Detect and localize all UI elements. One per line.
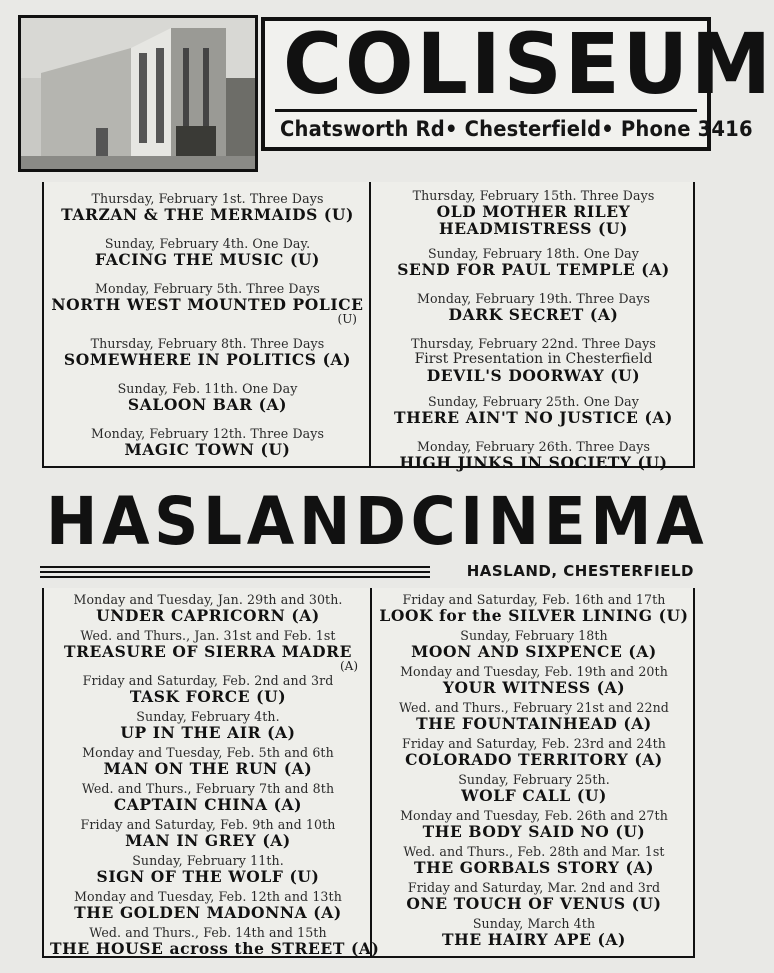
hasland-address: HASLAND, CHESTERFIELD	[466, 562, 694, 580]
film-title: LOOK for the SILVER LINING (U)	[379, 606, 689, 625]
coliseum-building-photo	[18, 15, 258, 172]
showing-dates: Monday, February 26th. Three Days	[416, 439, 651, 454]
coliseum-listings	[42, 182, 695, 472]
list-item	[50, 925, 380, 962]
film-title: TASK FORCE (U)	[129, 687, 287, 706]
showing-dates: Sunday, February 25th.	[458, 772, 610, 787]
showing-dates: Wed. and Thurs., February 7th and 8th	[81, 781, 335, 796]
film-title: THERE AIN'T NO JUSTICE (A)	[394, 408, 673, 427]
showing-dates: Sunday, February 25th. One Day	[427, 394, 640, 409]
showing-dates: Wed. and Thurs., February 21st and 22nd	[399, 700, 669, 715]
list-item	[50, 282, 365, 337]
showing-dates: Thursday, February 22nd. Three Days	[411, 336, 656, 351]
showing-dates: Friday and Saturday, Feb. 16th and 17th	[402, 592, 666, 607]
film-certificate: (U)	[337, 312, 357, 326]
list-item	[50, 427, 365, 472]
film-title: DEVIL'S DOORWAY (U)	[426, 366, 641, 385]
film-title: THE FOUNTAINHEAD (A)	[416, 714, 652, 733]
film-title: SOMEWHERE IN POLITICS (A)	[63, 350, 352, 369]
film-title: DARK SECRET (A)	[448, 305, 619, 324]
film-title: HIGH JINKS IN SOCIETY (U)	[399, 453, 668, 472]
showing-dates: Thursday, February 1st. Three Days	[91, 191, 324, 206]
list-item	[376, 593, 692, 629]
list-item	[50, 237, 365, 282]
list-item	[376, 701, 692, 737]
showing-dates: Monday, February 12th. Three Days	[90, 426, 325, 441]
film-title: THE BODY SAID NO (U)	[422, 822, 646, 841]
film-title: TREASURE OF SIERRA MADRE	[63, 642, 353, 661]
showing-dates: Friday and Saturday, Feb. 9th and 10th	[80, 817, 336, 832]
list-item	[376, 917, 692, 953]
film-title: SIGN OF THE WOLF (U)	[96, 867, 320, 886]
list-item	[376, 440, 691, 485]
coliseum-heading-panel	[261, 15, 774, 151]
showing-dates: Monday, February 19th. Three Days	[416, 291, 651, 306]
film-title: THE GORBALS STORY (A)	[413, 858, 654, 877]
list-item	[50, 782, 366, 818]
showing-dates: Friday and Saturday, Feb. 23rd and 24th	[402, 736, 666, 751]
hasland-left-column	[50, 592, 380, 962]
list-item	[376, 629, 692, 665]
showing-dates: Monday and Tuesday, Feb. 5th and 6th	[82, 745, 334, 760]
film-title: CAPTAIN CHINA (A)	[113, 795, 303, 814]
film-title: THE GOLDEN MADONNA (A)	[74, 903, 342, 922]
hasland-right-column	[376, 593, 692, 953]
coliseum-column-divider	[369, 182, 371, 466]
showing-dates: Wed. and Thurs., Feb. 28th and Mar. 1st	[403, 844, 665, 859]
showing-dates: Thursday, February 15th. Three Days	[412, 188, 655, 203]
film-title: OLD MOTHER RILEY	[436, 202, 631, 221]
presentation-note: First Presentation in Chesterfield	[414, 351, 653, 367]
film-title: MAN ON THE RUN (A)	[103, 759, 313, 778]
film-title: YOUR WITNESS (A)	[442, 678, 626, 697]
coliseum-left-column	[50, 192, 365, 472]
list-item	[50, 890, 366, 926]
list-item	[376, 337, 691, 395]
showing-dates: Sunday, February 4th. One Day.	[104, 236, 311, 251]
list-item	[50, 710, 366, 746]
film-title: NORTH WEST MOUNTED POLICE	[51, 295, 364, 314]
showing-dates: Sunday, Feb. 11th. One Day	[117, 381, 298, 396]
showing-dates: Thursday, February 8th. Three Days	[90, 336, 325, 351]
list-item	[50, 593, 366, 629]
film-title: MAGIC TOWN (U)	[124, 440, 291, 459]
showing-dates: Monday and Tuesday, Feb. 26th and 27th	[400, 808, 668, 823]
hasland-cinema-name: HASLANDCINEMA	[46, 483, 709, 560]
coliseum-name: COLISEUM	[283, 15, 774, 113]
list-item	[376, 737, 692, 773]
showing-dates: Friday and Saturday, Feb. 2nd and 3rd	[82, 673, 334, 688]
list-item	[50, 818, 366, 854]
film-title: MOON AND SIXPENCE (A)	[411, 642, 657, 661]
film-title: ONE TOUCH OF VENUS (U)	[406, 894, 662, 913]
list-item	[376, 395, 691, 440]
list-item	[50, 192, 365, 237]
showing-dates: Monday and Tuesday, Feb. 19th and 20th	[400, 664, 668, 679]
film-title: THE HAIRY APE (A)	[442, 930, 626, 949]
coliseum-address: Chatsworth Rd• Chesterfield• Phone 3416	[280, 117, 753, 141]
film-title: MAN IN GREY (A)	[125, 831, 291, 850]
hasland-heading-rules	[40, 566, 430, 580]
film-title: WOLF CALL (U)	[461, 786, 607, 805]
coliseum-heading-divider	[275, 109, 697, 112]
list-item	[376, 247, 691, 292]
showing-dates: Sunday, February 11th.	[132, 853, 284, 868]
list-item	[50, 629, 366, 674]
list-item	[50, 746, 366, 782]
list-item	[376, 292, 691, 337]
film-title: SEND FOR PAUL TEMPLE (A)	[397, 260, 670, 279]
list-item	[376, 189, 691, 247]
hasland-listings	[42, 588, 695, 958]
film-title: UP IN THE AIR (A)	[120, 723, 296, 742]
showing-dates: Friday and Saturday, Mar. 2nd and 3rd	[407, 880, 661, 895]
film-title: FACING THE MUSIC (U)	[95, 250, 320, 269]
showing-dates: Sunday, March 4th	[472, 916, 596, 931]
list-item	[50, 854, 366, 890]
showing-dates: Monday and Tuesday, Jan. 29th and 30th.	[73, 592, 343, 607]
list-item	[50, 382, 365, 427]
showing-dates: Sunday, February 4th.	[136, 709, 280, 724]
showing-dates: Wed. and Thurs., Feb. 14th and 15th	[89, 925, 327, 940]
showing-dates: Sunday, February 18th	[460, 628, 608, 643]
list-item	[50, 337, 365, 382]
list-item	[376, 665, 692, 701]
hasland-column-divider	[370, 588, 372, 956]
list-item	[376, 845, 692, 881]
coliseum-right-column	[376, 189, 691, 485]
film-title: TARZAN & THE MERMAIDS (U)	[61, 205, 354, 224]
showing-dates: Monday, February 5th. Three Days	[95, 281, 320, 296]
film-title-second-line: HEADMISTRESS (U)	[439, 219, 628, 238]
film-title: THE HOUSE across the STREET (A)	[50, 939, 380, 958]
list-item	[50, 674, 366, 710]
film-title: UNDER CAPRICORN (A)	[96, 606, 320, 625]
showing-dates: Monday and Tuesday, Feb. 12th and 13th	[74, 889, 342, 904]
list-item	[376, 809, 692, 845]
film-title: COLORADO TERRITORY (A)	[405, 750, 663, 769]
list-item	[376, 881, 692, 917]
showing-dates: Wed. and Thurs., Jan. 31st and Feb. 1st	[80, 628, 336, 643]
film-certificate: (A)	[339, 659, 358, 673]
showing-dates: Sunday, February 18th. One Day	[427, 246, 640, 261]
list-item	[376, 773, 692, 809]
film-title: SALOON BAR (A)	[127, 395, 288, 414]
